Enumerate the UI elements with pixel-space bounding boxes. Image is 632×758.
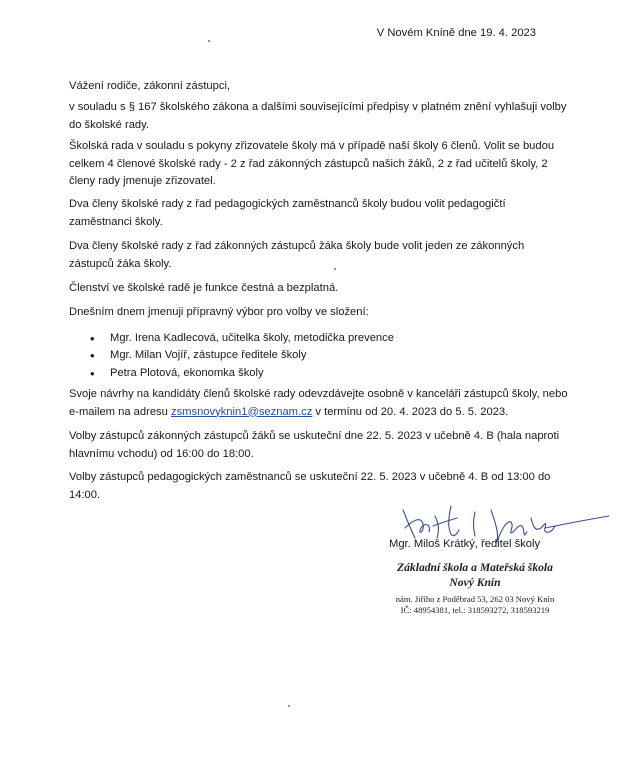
paragraph-membership: Členství ve školské radě je funkce čestná a bezplatná. xyxy=(69,282,339,294)
email-link[interactable]: zsmsnovyknin1@seznam.cz xyxy=(170,405,313,418)
committee-member: • Mgr. Irena Kadlecová, učitelka školy, metodička prevence xyxy=(90,330,394,347)
date-line: V Novém Kníně dne 19. 4. 2023 xyxy=(376,27,536,39)
paragraph-parent-members: Dva členy školské rady z řad zákonných zástupců žáka školy bude volit jeden ze zákonných zástupců žáka školy. xyxy=(69,240,525,270)
scan-speck xyxy=(334,268,336,270)
signer-name: Mgr. Miloš Krátký, ředitel školy xyxy=(389,538,541,550)
paragraph-announcement: v souladu s § 167 školského zákona a dalšími souvisejícími předpisy v platném znění vyhlašuji volby do školské rady. xyxy=(69,101,567,131)
paragraph-committee-intro: Dnešním dnem jmenuji přípravný výbor pro volby ve složení: xyxy=(69,306,369,318)
scan-speck xyxy=(288,705,290,707)
paragraph-board-composition: Školská rada v souladu s pokyny zřizovatele školy má v případě naší školy 6 členů. Volit se budou celkem 4 členové školské rady - 2 z řad zákonných zástupců našich žáků, 2 z řad učitelů školy, 2 členy rady jmenuje zřizovatel. xyxy=(69,140,555,187)
stamp-ids: IČ: 48954381, tel.: 318593272, 318593219 xyxy=(400,605,550,615)
paragraph-nominations xyxy=(69,386,569,421)
committee-member: • Petra Plotová, ekonomka školy xyxy=(90,365,394,382)
scan-speck xyxy=(208,40,210,42)
paragraph-parent-election: Volby zástupců zákonných zástupců žáků se uskuteční dne 22. 5. 2023 v učebně 4. B (hala naproti hlavnímu vchodu) od 16:00 do 18:00. xyxy=(69,430,560,460)
stamp-address: nám. Jiřího z Poděbrad 53, 262 03 Nový Knín xyxy=(395,594,555,604)
nominations-text: Svoje návrhy na kandidáty členů školské rady odevzdávejte osobně v kanceláři zástupců školy, nebo e-mailem na adresu xyxy=(69,388,568,418)
stamp-school-name: Základní škola a Mateřská škola xyxy=(397,561,553,574)
committee-list xyxy=(90,330,394,382)
school-stamp xyxy=(355,560,595,616)
nominations-deadline: v termínu od 20. 4. 2023 do 5. 5. 2023. xyxy=(312,405,509,418)
paragraph-teacher-members: Dva členy školské rady z řad pedagogických zaměstnanců školy budou volit pedagogičtí zaměstnanci školy. xyxy=(69,198,506,228)
salutation: Vážení rodiče, zákonní zástupci, xyxy=(69,80,231,92)
stamp-town: Nový Knín xyxy=(449,576,501,589)
paragraph-teacher-election: Volby zástupců pedagogických zaměstnanců se uskuteční 22. 5. 2023 v učebně 4. B od 13:00 do 14:00. xyxy=(69,471,551,501)
committee-member: • Mgr. Milan Vojíř, zástupce ředitele školy xyxy=(90,347,394,364)
